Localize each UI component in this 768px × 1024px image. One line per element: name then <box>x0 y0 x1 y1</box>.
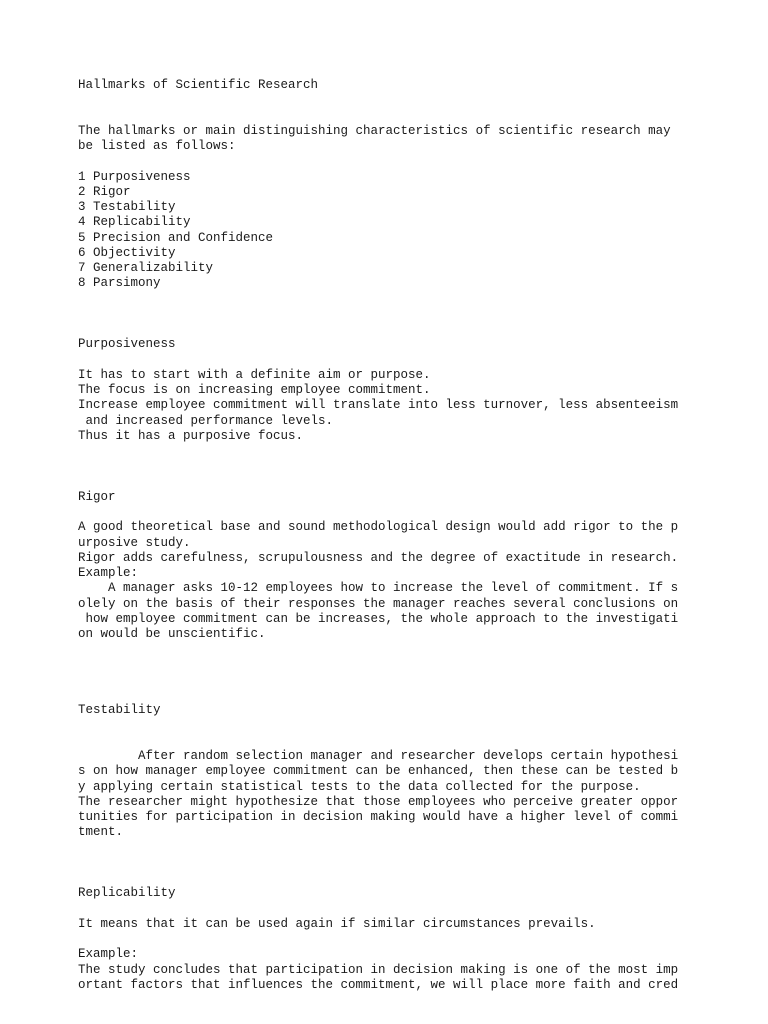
text-line <box>78 353 758 368</box>
document-body <box>78 78 758 993</box>
section-heading-rigor: Rigor <box>78 489 116 504</box>
text-line: urposive study. <box>78 535 191 550</box>
text-line: and increased performance levels. <box>78 413 334 428</box>
text-line: The hallmarks or main distinguishing characteristics of scientific research may <box>78 123 671 138</box>
text-line: on would be unscientific. <box>78 627 266 641</box>
list-item: 4 Replicability <box>78 215 191 230</box>
text-line <box>78 902 758 917</box>
list-item: 5 Precision and Confidence <box>78 230 274 245</box>
text-line: A manager asks 10-12 employees how to increase the level of commitment. If s <box>78 581 679 596</box>
text-line: how employee commitment can be increases, the whole approach to the investigati <box>78 611 679 626</box>
text-line <box>78 93 758 108</box>
text-line <box>78 292 758 307</box>
text-line <box>78 734 758 749</box>
text-line: It means that it can be used again if similar circumstances prevails. <box>78 916 596 931</box>
text-line <box>78 932 758 947</box>
text-line <box>78 154 758 169</box>
list-item: 1 Purposiveness <box>78 169 191 184</box>
text-line: y applying certain statistical tests to the data collected for the purpose. <box>78 779 641 794</box>
text-line <box>78 459 758 474</box>
text-line <box>78 642 758 657</box>
list-item: 7 Generalizability <box>78 261 214 275</box>
text-line <box>78 719 758 734</box>
text-line <box>78 841 758 856</box>
text-line <box>78 673 758 688</box>
text-line: A good theoretical base and sound methodological design would add rigor to the p <box>78 520 679 535</box>
text-line: ortant factors that influences the commitment, we will place more faith and cred <box>78 977 679 992</box>
text-line <box>78 658 758 673</box>
text-line <box>78 444 758 459</box>
section-heading-replicability: Replicability <box>78 886 176 901</box>
text-line: tunities for participation in decision making would have a higher level of commi <box>78 810 679 824</box>
text-line: The researcher might hypothesize that those employees who perceive greater oppor <box>78 794 679 809</box>
text-line: olely on the basis of their responses the manager reaches several conclusions on <box>78 596 679 611</box>
list-item: 6 Objectivity <box>78 245 176 260</box>
text-line <box>78 322 758 337</box>
text-line: The focus is on increasing employee commitment. <box>78 383 431 397</box>
text-line <box>78 505 758 520</box>
text-line: Increase employee commitment will translate into less turnover, less absenteeism <box>78 398 679 413</box>
document-title: Hallmarks of Scientific Research <box>78 78 319 92</box>
text-line <box>78 871 758 886</box>
text-line <box>78 109 758 124</box>
text-line: After random selection manager and researcher develops certain hypothesi <box>78 749 679 763</box>
section-heading-purposiveness: Purposiveness <box>78 337 176 352</box>
text-line: Example: <box>78 947 139 962</box>
text-line: tment. <box>78 825 124 840</box>
text-line: It has to start with a definite aim or purpose. <box>78 367 431 382</box>
text-line: s on how manager employee commitment can be enhanced, then these can be tested b <box>78 764 679 779</box>
text-line: be listed as follows: <box>78 139 236 153</box>
text-line <box>78 475 758 490</box>
text-line: The study concludes that participation in decision making is one of the most imp <box>78 962 679 977</box>
text-line: Rigor adds carefulness, scrupulousness and the degree of exactitude in research. <box>78 550 679 565</box>
text-line <box>78 856 758 871</box>
section-heading-testability: Testability <box>78 703 161 718</box>
list-item: 8 Parsimony <box>78 276 161 291</box>
text-line: Thus it has a purposive focus. <box>78 428 304 443</box>
text-line: Example: <box>78 566 139 580</box>
list-item: 2 Rigor <box>78 184 131 199</box>
text-line <box>78 307 758 322</box>
list-item: 3 Testability <box>78 200 176 214</box>
text-line <box>78 688 758 703</box>
